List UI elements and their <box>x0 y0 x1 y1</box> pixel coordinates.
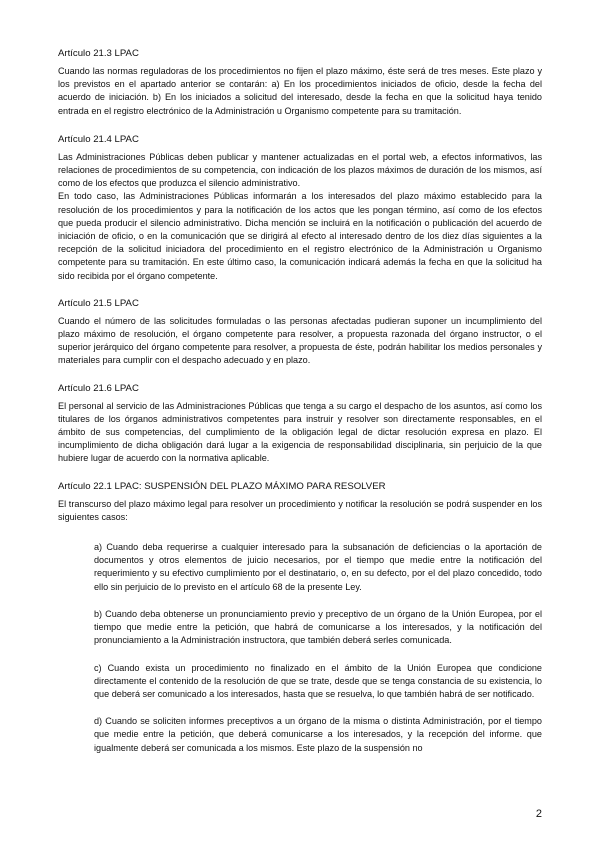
list-item: c) Cuando exista un procedimiento no finalizado en el ámbito de la Unión Europea que condicione directamente el contenido de la resolución de que se trate, desde que se tenga constancia de su existencia, lo que deberá ser comunicado a los interesados, hasta que se resuelva, lo que también habrá de ser notificado. <box>94 662 542 699</box>
article-heading: Artículo 21.5 LPAC <box>58 297 139 309</box>
article-intro: El transcurso del plazo máximo legal para resolver un procedimiento y notificar la resolución se podrá suspender en los siguientes casos: <box>58 498 542 522</box>
article-22-1-section <box>58 481 542 755</box>
list-item: b) Cuando deba obtenerse un pronunciamiento previo y preceptivo de un órgano de la Unión Europea, por el tiempo que medie entre la petición, que habrá de comunicarse a los interesados, y la notificación del pronunciamiento a la Administración instructora, que también deberá serles comunicada. <box>94 608 542 646</box>
article-heading: Artículo 21.4 LPAC <box>58 133 139 145</box>
article-paragraph: El personal al servicio de las Administraciones Públicas que tenga a su cargo el despacho de los asuntos, así como los titulares de los órganos administrativos competentes para instruir y resolver son directamente responsables, en el ámbito de sus competencias, del cumplimiento de la obligación legal de dictar resolución expresa en plazo. El incumplimiento de dicha obligación dará lugar a la exigencia de responsabilidad disciplinaria, sin perjuicio de la que hubiere lugar de acuerdo con la normativa aplicable. <box>58 400 542 464</box>
article-paragraph: Cuando el número de las solicitudes formuladas o las personas afectadas pudieran suponer un incumplimiento del plazo máximo de resolución, el órgano competente para resolver, a propuesta razonada del órgano instructor, o el superior jerárquico del órgano competente para resolver, a propuesta de éste, podrán habilitar los medios personales y materiales para cumplir con el despacho adecuado y en plazo. <box>58 315 542 366</box>
article-21-6-section <box>58 383 542 466</box>
list-item: a) Cuando deba requerirse a cualquier interesado para la subsanación de deficiencias o la aportación de documentos y otros elementos de juicio necesarios, por el tiempo que medie entre la notificación del requerimiento y su efectivo cumplimiento por el destinatario, o, en su defecto, por el del plazo concedido, todo ello sin perjuicio de lo previsto en el artículo 68 de la presente Ley. <box>94 542 542 592</box>
list-item: d) Cuando se soliciten informes preceptivos a un órgano de la misma o distinta Administración, por el tiempo que medie entre la petición, que deberá comunicarse a los interesados, y la recepción del informe. que igualmente deberá ser comunicada a los mismos. Este plazo de la suspensión no <box>94 716 542 753</box>
article-21-3-section <box>58 48 542 118</box>
article-paragraph: Las Administraciones Públicas deben publicar y mantener actualizadas en el portal web, a efectos informativos, las relaciones de procedimientos de su competencia, con indicación de los plazos máximos de duración de los mismos, así como de los efectos que produzca el silencio administrativo. <box>58 151 542 189</box>
article-heading: Artículo 21.3 LPAC <box>58 48 139 59</box>
article-paragraph: Cuando las normas reguladoras de los procedimientos no fijen el plazo máximo, éste será de tres meses. Este plazo y los previstos en el apartado anterior se contarán: a) En los procedimientos iniciados de oficio, desde la fecha del acuerdo de iniciación. b) En los iniciados a solicitud del interesado, desde la fecha en que la solicitud haya tenido entrada en el registro electrónico de la Administración u Organismo competente para su tramitación. <box>58 66 542 116</box>
page-number: 2 <box>535 808 542 820</box>
article-heading: Artículo 22.1 LPAC: SUSPENSIÓN DEL PLAZO MÁXIMO PARA RESOLVER <box>58 480 386 492</box>
article-21-5-section <box>58 298 542 368</box>
article-21-4-section <box>58 134 542 283</box>
document-page <box>58 48 542 770</box>
article-heading: Artículo 21.6 LPAC <box>58 382 139 394</box>
article-paragraph: En todo caso, las Administraciones Públicas informarán a los interesados del plazo máximo establecido para la resolución de los procedimientos y para la notificación de los actos que les pongan término, así como de los efectos que pueda producir el silencio administrativo. Dicha mención se incluirá en la notificación o publicación del acuerdo de iniciación de oficio, o en la comunicación que se dirigirá al efecto al interesado dentro de los diez días siguientes a la recepción de la solicitud iniciadora del procedimiento en el registro electrónico de la Administración u Organismo competente para su tramitación. En este último caso, la comunicación indicará además la fecha en que la solicitud ha sido recibida por el órgano competente. <box>58 191 542 281</box>
suspension-cases-list <box>58 541 542 755</box>
